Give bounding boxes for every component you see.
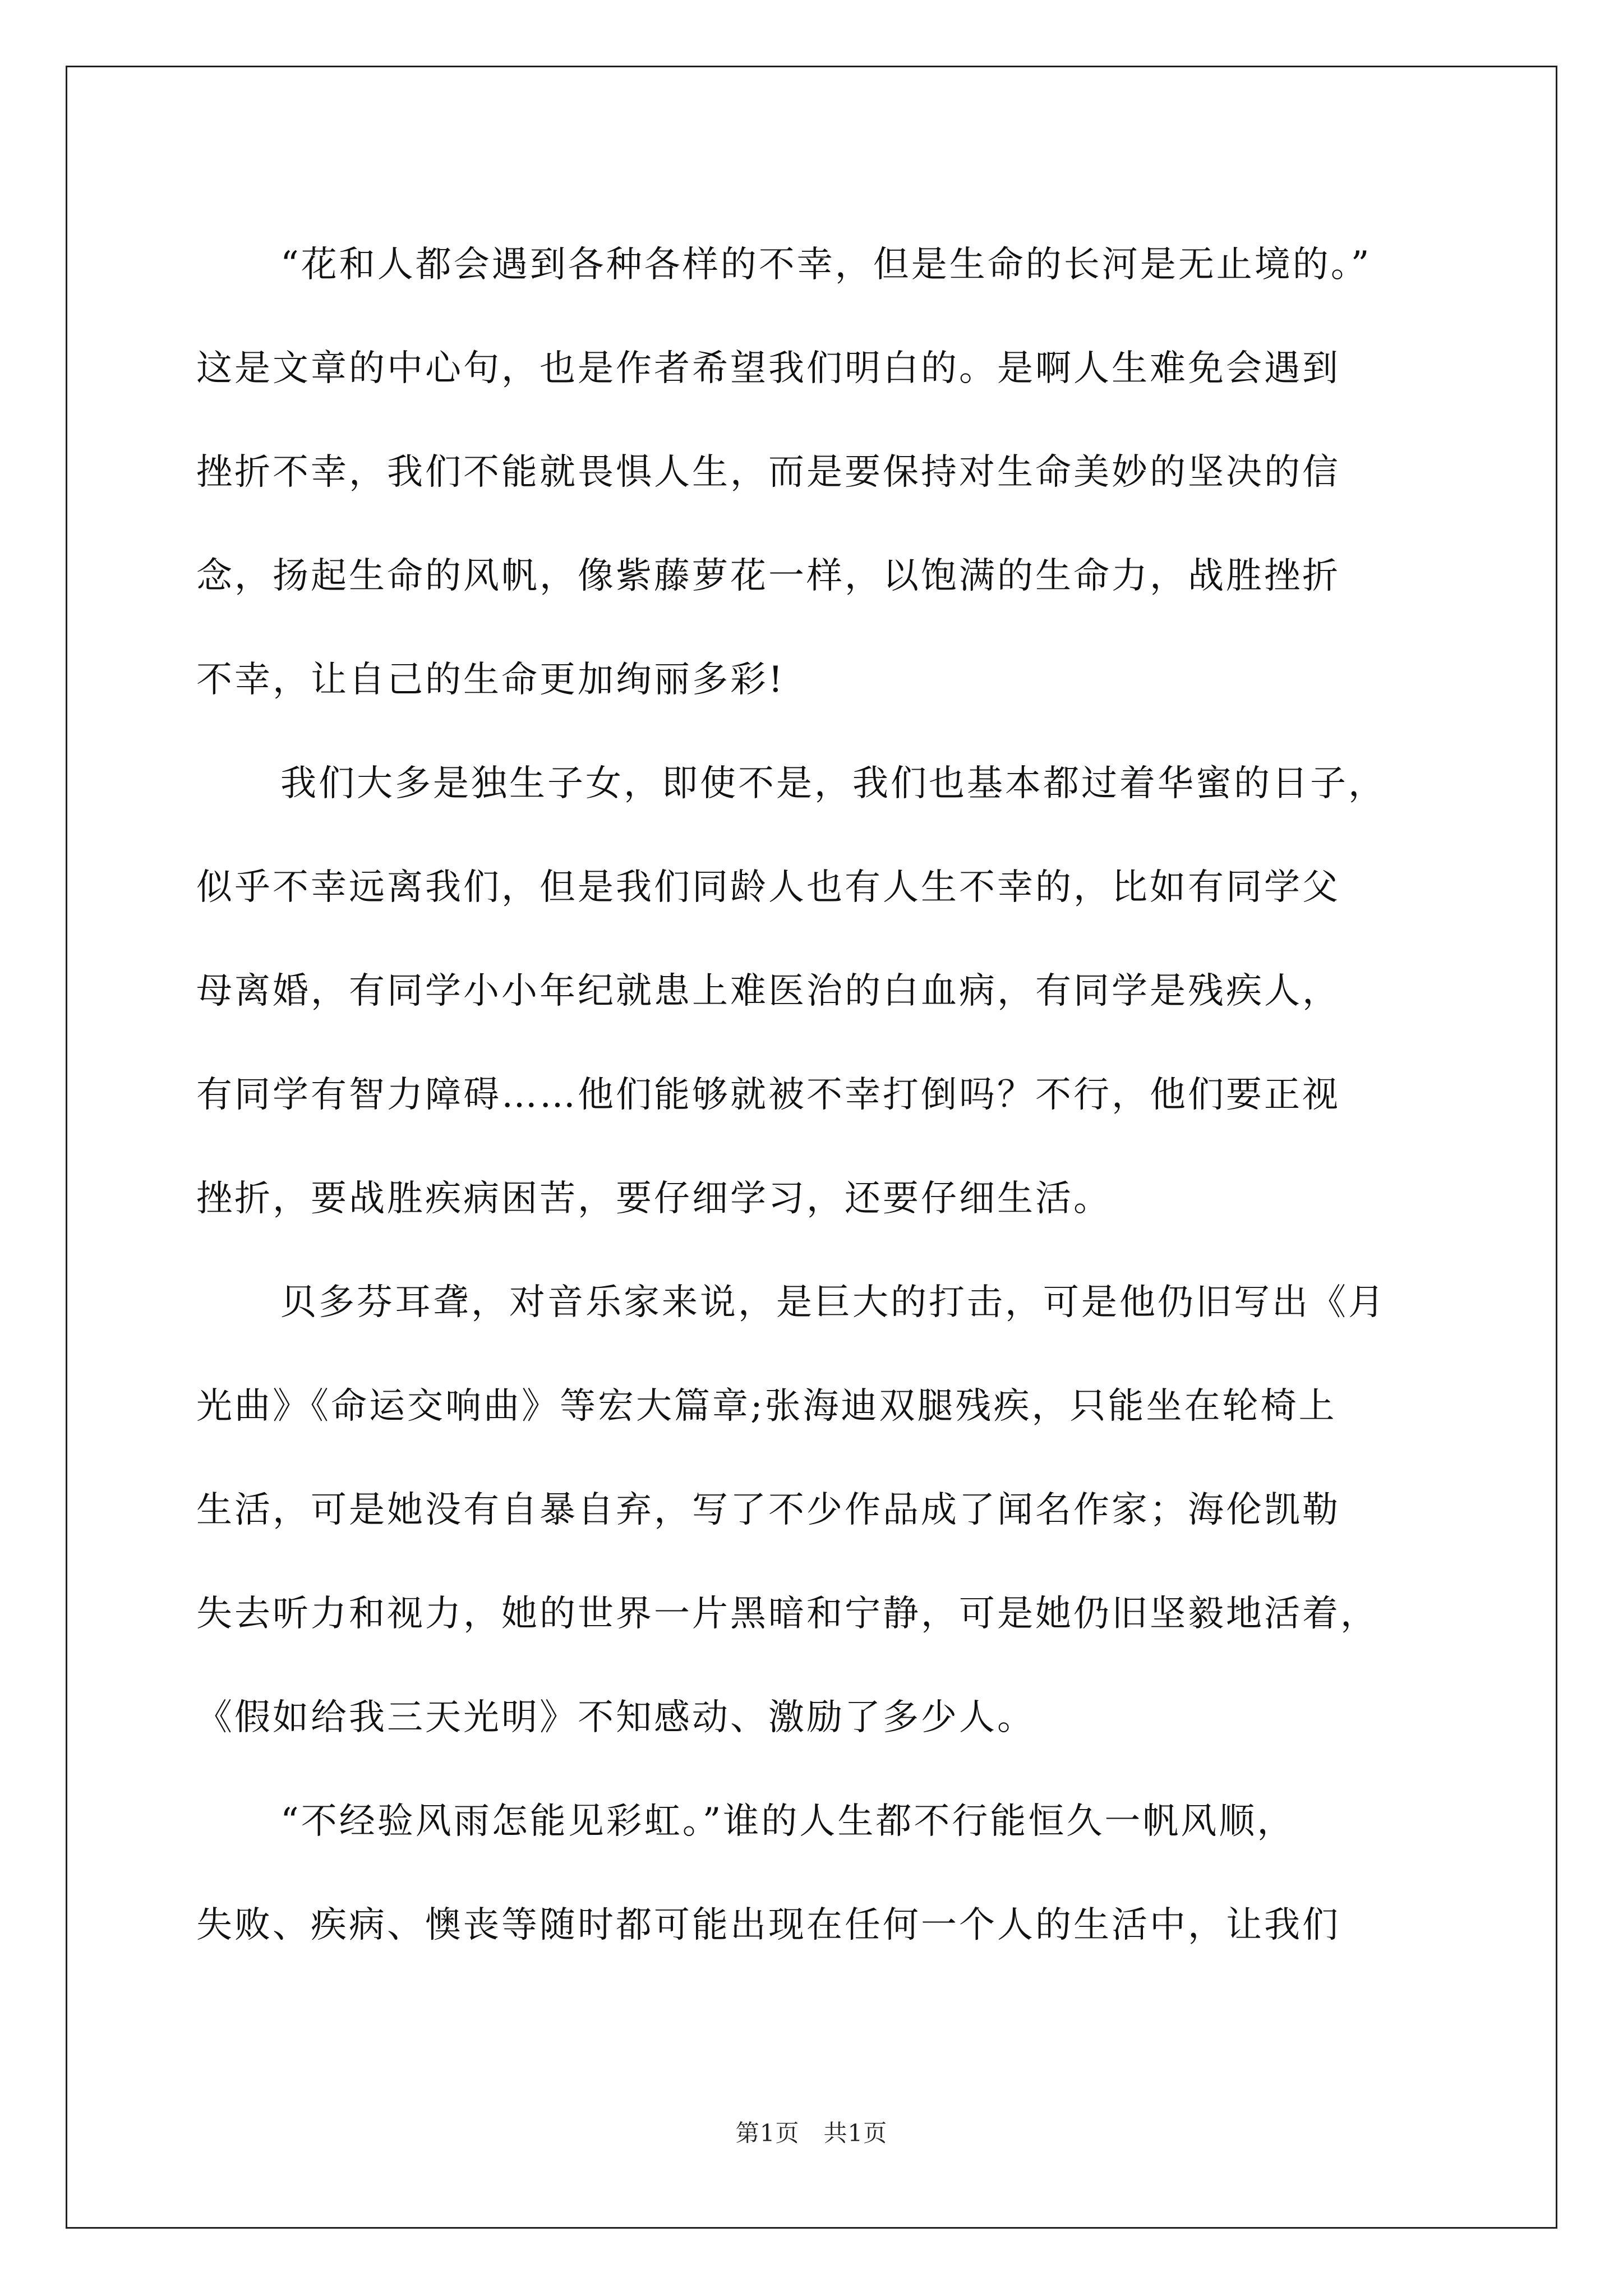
paragraph-1-line-3: 挫折不幸，我们不能就畏惧人生，而是要保持对生命美妙的坚决的信 xyxy=(196,452,1340,493)
paragraph-1-line-4: 念，扬起生命的风帆，像紫藤萝花一样，以饱满的生命力，战胜挫折 xyxy=(196,555,1340,597)
paragraph-4-line-1: “不经验风雨怎能见彩虹。”谁的人生都不行能恒久一帆风顺， xyxy=(280,1801,1295,1842)
document-body xyxy=(196,213,1486,1977)
paragraph-1-line-1: “花和人都会遇到各种各样的不幸，但是生命的长河是无止境的。” xyxy=(280,244,1372,286)
paragraph-4-line-2: 失败、疾病、懊丧等随时都可能出现在任何一个人的生活中，让我们 xyxy=(196,1904,1340,1946)
paragraph-1-line-5: 不幸，让自己的生命更加绚丽多彩! xyxy=(196,659,785,701)
paragraph-1-line-2: 这是文章的中心句，也是作者希望我们明白的。是啊人生难免会遇到 xyxy=(196,348,1340,389)
paragraph-3-line-2: 光曲》《命运交响曲》等宏大篇章;张海迪双腿残疾，只能坐在轮椅上 xyxy=(196,1386,1337,1427)
paragraph-3-line-4: 失去听力和视力，她的世界一片黑暗和宁静，可是她仍旧坚毅地活着， xyxy=(196,1593,1378,1635)
paragraph-2-line-3: 母离婚，有同学小小年纪就患上难医治的白血病，有同学是残疾人， xyxy=(196,970,1340,1012)
paragraph-3-line-5: 《假如给我三天光明》不知感动、激励了多少人。 xyxy=(196,1697,1035,1738)
page-footer: 第1页 共1页 xyxy=(735,2119,888,2147)
paragraph-2-line-1: 我们大多是独生子女，即使不是，我们也基本都过着华蜜的日子， xyxy=(280,763,1386,804)
paragraph-2-line-2: 似乎不幸远离我们，但是我们同龄人也有人生不幸的，比如有同学父 xyxy=(196,867,1340,908)
paragraph-3-line-1: 贝多芬耳聋，对音乐家来说，是巨大的打击，可是他仍旧写出《月 xyxy=(280,1282,1386,1323)
paragraph-2-line-4: 有同学有智力障碍……他们能够就被不幸打倒吗？不行，他们要正视 xyxy=(196,1074,1340,1116)
paragraph-3-line-3: 生活，可是她没有自暴自弃，写了不少作品成了闻名作家；海伦凯勒 xyxy=(196,1489,1340,1531)
paragraph-2-line-5: 挫折，要战胜疾病困苦，要仔细学习，还要仔细生活。 xyxy=(196,1178,1112,1220)
